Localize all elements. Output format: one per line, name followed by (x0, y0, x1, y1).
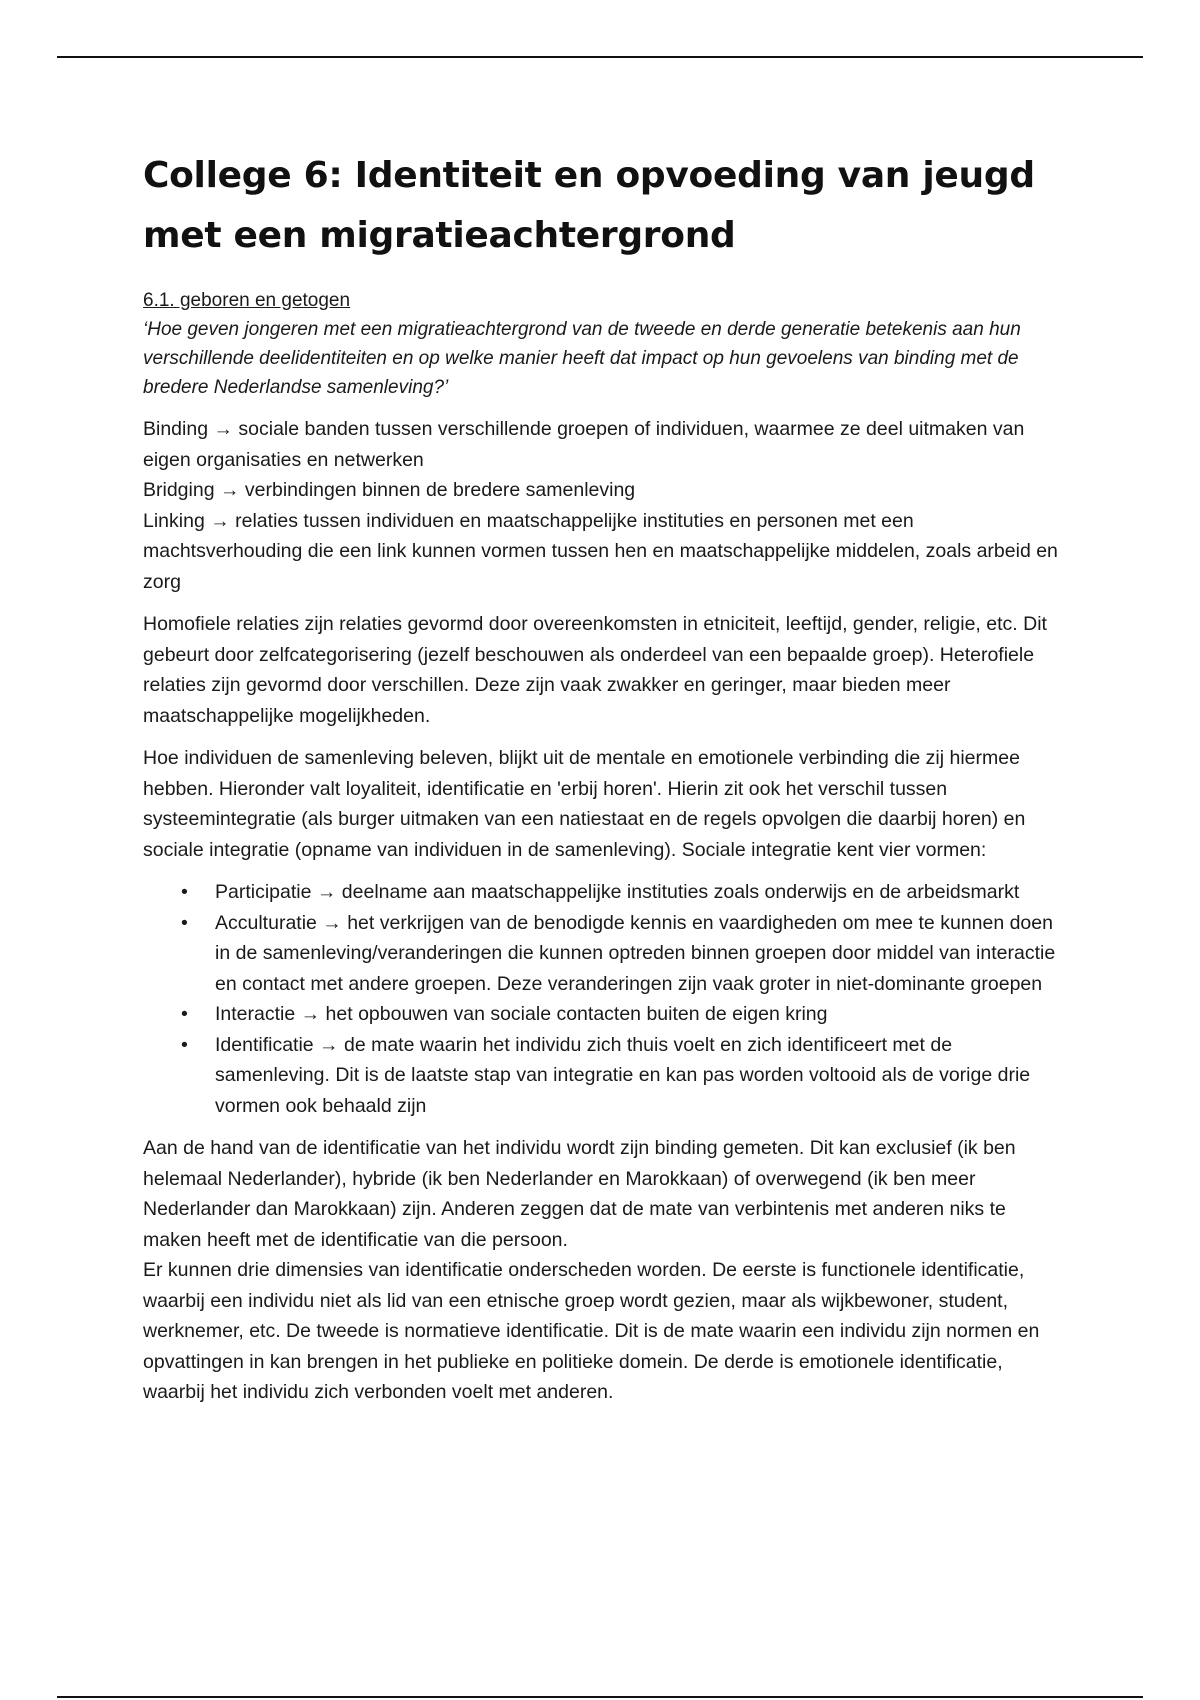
paragraph-beleving: Hoe individuen de samenleving beleven, blijkt uit de mentale en emotionele verbinding die zij hiermee hebben. Hieronder valt loyaliteit, identificatie en 'erbij horen'. Hierin zit ook het verschil tussen systeemintegratie (als burger uitmaken van een natiestaat en de regels opvolgen die daarbij horen) en sociale integratie (opname van individuen in de samenleving). Sociale integratie kent vier vormen: (143, 747, 1026, 861)
footer-rule (57, 1696, 1143, 1698)
definition-bridging: Bridging → verbindingen binnen de bredere samenleving (143, 479, 636, 501)
document-page (143, 146, 1063, 1408)
bullet-icon: • (181, 911, 188, 934)
list-item (181, 1030, 1063, 1122)
closing-block (143, 1133, 1063, 1408)
list-item-text: Participatie → deelname aan maatschappelijke instituties zoals onderwijs en de arbeidsmarkt (215, 881, 1020, 903)
definition-linking: Linking → relaties tussen individuen en maatschappelijke instituties en personen met een machtsverhouding die een link kunnen vormen tussen hen en maatschappelijke middelen, zoals arbeid en zorg (143, 509, 1058, 593)
list-item (181, 877, 1063, 908)
definitions-block (143, 414, 1063, 597)
list-item (181, 999, 1063, 1030)
section-heading: 6.1. geboren en getogen (143, 290, 351, 311)
list-item-text: Acculturatie → het verkrijgen van de benodigde kennis en vaardigheden om mee te kunnen doen in de samenleving/veranderingen die kunnen optreden binnen groepen door middel van interactie en contact met andere groepen. Deze veranderingen zijn vaak groter in niet-dominante groepen (215, 911, 1056, 995)
bullet-icon: • (181, 1003, 188, 1025)
integration-forms-list (143, 877, 1063, 1121)
paragraph-homofiele-relaties: Homofiele relaties zijn relaties gevormd door overeenkomsten in etniciteit, leeftijd, gender, religie, etc. Dit gebeurt door zelfcategorisering (jezelf beschouwen als onderdeel van een bepaalde groep). Heterofiele relaties zijn gevormd door verschillen. Deze zijn vaak zwakker en geringer, maar bieden meer maatschappelijke mogelijkheden. (143, 613, 1047, 727)
bullet-icon: • (181, 1033, 188, 1056)
document-title: College 6: Identiteit en opvoeding van jeugd met een migratieachtergrond (143, 155, 1035, 256)
list-item-text: Identificatie → de mate waarin het individu zich thuis voelt en zich identificeert met de samenleving. Dit is de laatste stap van integratie en kan pas worden voltooid als de vorige drie vormen ook behaald zijn (215, 1033, 1031, 1117)
definition-binding: Binding → sociale banden tussen verschillende groepen of individuen, waarmee ze deel uitmaken van eigen organisaties en netwerken (143, 418, 1025, 471)
paragraph-dimensies-identificatie: Er kunnen drie dimensies van identificatie onderscheden worden. De eerste is functionele identificatie, waarbij een individu niet als lid van een etnische groep wordt gezien, maar als wijkbewoner, student, werknemer, etc. De tweede is normatieve identificatie. Dit is de mate waarin een individu zijn normen en opvattingen in kan brengen in het publieke en politieke domein. De derde is emotionele identificatie, waarbij het individu zich verbonden voelt met anderen. (143, 1259, 1040, 1403)
list-item (181, 908, 1063, 1000)
bullet-icon: • (181, 881, 188, 903)
paragraph-identificatie-binding: Aan de hand van de identificatie van het individu wordt zijn binding gemeten. Dit kan exclusief (ik ben helemaal Nederlander), hybride (ik ben Nederlander en Marokkaan) of overwegend (ik ben meer Nederlander dan Marokkaan) zijn. Anderen zeggen dat de mate van verbintenis met anderen niks te maken heeft met de identificatie van die persoon. (143, 1137, 1016, 1251)
header-rule (57, 56, 1143, 58)
research-question: ‘Hoe geven jongeren met een migratieachtergrond van de tweede en derde generatie betekenis aan hun verschillende deelidentiteiten en op welke manier heeft dat impact op hun gevoelens van binding met de bredere Nederlandse samenleving?’ (143, 319, 1021, 398)
list-item-text: Interactie → het opbouwen van sociale contacten buiten de eigen kring (215, 1003, 828, 1025)
